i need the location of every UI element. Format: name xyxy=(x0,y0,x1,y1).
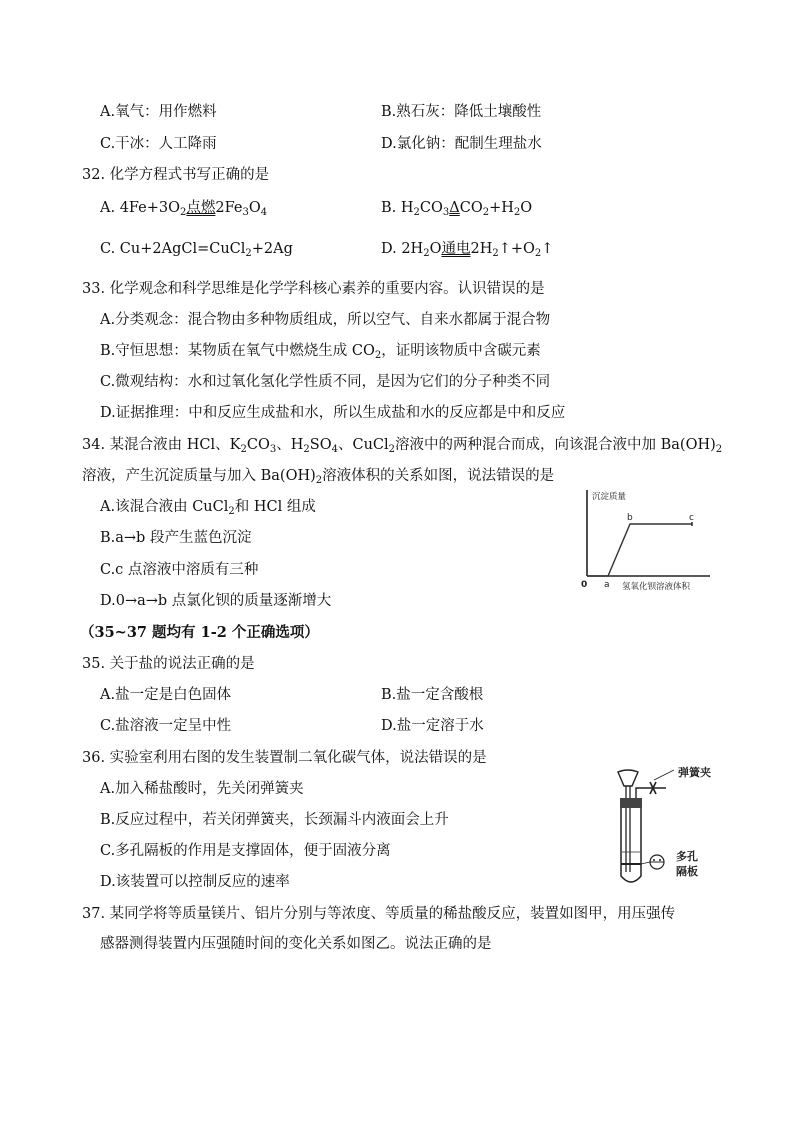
section-note: （35~37 题均有 1-2 个正确选项） xyxy=(80,624,319,641)
q37-stem-line-2: 感器测得装置内压强随时间的变化关系如图乙。说法正确的是 xyxy=(100,936,492,952)
q37-stem-line-1: 37. 某同学将等质量镁片、铝片分别与等浓度、等质量的稀盐酸反应，装置如图甲，用压强传 xyxy=(82,906,676,922)
label-spring-clip: 弹簧夹 xyxy=(678,766,711,779)
condition-heat: Δ xyxy=(449,200,460,216)
q31-option-b: B.熟石灰：降低土壤酸性 xyxy=(381,104,542,120)
chart-point-label-c: c xyxy=(689,513,694,523)
q36-stem: 36. 实验室利用右图的发生装置制二氧化碳气体，说法错误的是 xyxy=(82,750,487,766)
q32-option-c: C. Cu+2AgCl=CuCl$_2$+2Ag xyxy=(100,241,293,259)
q31-option-c: C.干冰：人工降雨 xyxy=(100,136,217,152)
q35-option-b: B.盐一定含酸根 xyxy=(381,687,484,703)
label-porous-1: 多孔 xyxy=(676,850,698,863)
q36-option-d: D.该装置可以控制反应的速率 xyxy=(100,874,290,890)
condition-ignite: 点燃 xyxy=(186,200,216,216)
q36-option-a: A.加入稀盐酸时，先关闭弹簧夹 xyxy=(100,781,304,797)
condition-electrify: 通电 xyxy=(441,241,471,257)
q32-stem: 32. 化学方程式书写正确的是 xyxy=(82,167,270,183)
q34-stem-line-1: 34. 某混合液由 HCl、$K_2CO_3$、$H_2SO_4$、CuCl$_2$溶液中的两种混合而成，向该混合液中加 $Ba(OH)_2$ xyxy=(82,437,723,455)
test-tube xyxy=(621,808,641,882)
q33-option-a: A.分类观念：混合物由多种物质组成，所以空气、自来水都属于混合物 xyxy=(100,312,551,328)
chart-point-label-b: b xyxy=(627,513,633,523)
q36-apparatus-figure xyxy=(608,764,718,894)
q34-option-b: B.a→b 段产生蓝色沉淀 xyxy=(100,530,252,546)
label-porous-2: 隔板 xyxy=(676,865,698,878)
stopper xyxy=(620,798,642,808)
q34-option-a: A.该混合液由 CuCl$_2$和 HCl 组成 xyxy=(100,499,316,517)
q36-option-b: B.反应过程中，若关闭弹簧夹，长颈漏斗内液面会上升 xyxy=(100,812,449,828)
chart-point-label-a: a xyxy=(604,580,610,590)
q33-option-d: D.证据推理：中和反应生成盐和水，所以生成盐和水的反应都是中和反应 xyxy=(100,405,566,421)
q35-option-d: D.盐一定溶于水 xyxy=(381,718,484,734)
q32-option-d: D. $2H_2O$通电$2H_2↑+O_2↑$ xyxy=(381,241,554,259)
chart-origin-label: 0 xyxy=(581,580,588,590)
q36-option-c: C.多孔隔板的作用是支撑固体，便于固液分离 xyxy=(100,843,391,859)
chart-y-label: 沉淀质量 xyxy=(592,492,627,502)
q33-option-b: B.守恒思想：某物质在氧气中燃烧生成 $CO_2$，证明该物质中含碳元素 xyxy=(100,343,541,361)
q33-stem: 33. 化学观念和科学思维是化学学科核心素养的重要内容。认识错误的是 xyxy=(82,281,545,297)
q33-option-c: C.微观结构：水和过氧化氢化学性质不同，是因为它们的分子种类不同 xyxy=(100,374,551,390)
q32-option-b: B. $H_2CO_3\Delta CO_2+H_2O$ xyxy=(381,200,533,218)
q34-stem-line-2: 溶液，产生沉淀质量与加入 $Ba(OH)_2$溶液体积的关系如图，说法错误的是 xyxy=(82,468,555,486)
q35-option-a: A.盐一定是白色固体 xyxy=(100,687,232,703)
q31-option-d: D.氯化钠：配制生理盐水 xyxy=(381,136,542,152)
q35-stem: 35. 关于盐的说法正确的是 xyxy=(82,656,255,672)
q31-option-a: A.氧气：用作燃料 xyxy=(100,104,217,120)
q34-option-d: D.0→a→b 点氯化钡的质量逐渐增大 xyxy=(100,593,332,609)
q34-option-c: C.c 点溶液中溶质有三种 xyxy=(100,562,259,578)
chart-x-label: 氢氧化钡溶液体积 xyxy=(622,582,691,592)
q35-option-c: C.盐溶液一定呈中性 xyxy=(100,718,232,734)
chart-series-line xyxy=(587,524,692,576)
q34-precipitate-chart xyxy=(578,486,718,596)
funnel-cup xyxy=(618,770,638,786)
q32-option-a: A. $4Fe+3O_2$点燃$2Fe_3O_4$ xyxy=(100,200,268,218)
porous-plate-magnifier-icon xyxy=(641,855,664,869)
